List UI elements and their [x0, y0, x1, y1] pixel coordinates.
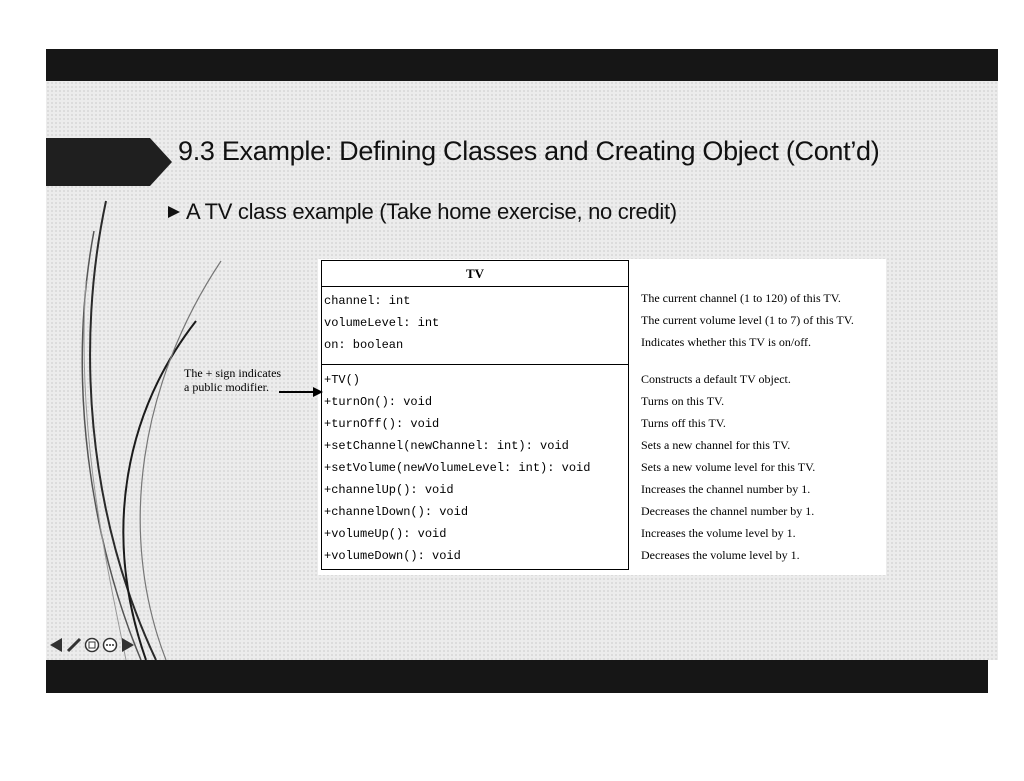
prev-arrow-icon[interactable] [48, 637, 64, 658]
attribute-descriptions [641, 287, 891, 353]
slide-menu-icon[interactable] [84, 637, 100, 658]
uml-method: +volumeDown(): void [324, 549, 461, 563]
method-description: Increases the channel number by 1. [641, 482, 811, 496]
next-arrow-icon[interactable] [120, 637, 136, 658]
uml-methods [322, 365, 628, 567]
top-black-bar [46, 49, 998, 81]
uml-attributes [322, 287, 628, 365]
uml-method: +channelUp(): void [324, 483, 454, 497]
method-description: Decreases the channel number by 1. [641, 504, 815, 518]
uml-method: +channelDown(): void [324, 505, 469, 519]
uml-attribute: volumeLevel: int [324, 316, 440, 330]
slide [46, 81, 998, 660]
attribute-description: The current volume level (1 to 7) of this TV. [641, 313, 854, 327]
bottom-black-bar [46, 660, 988, 693]
title-arrow-head [150, 138, 172, 186]
method-description: Increases the volume level by 1. [641, 526, 796, 540]
uml-class-box [321, 260, 629, 570]
bullet-text: A TV class example (Take home exercise, no credit) [186, 199, 677, 224]
more-icon[interactable] [102, 637, 118, 658]
uml-method: +setChannel(newChannel: int): void [324, 439, 569, 453]
uml-method: +turnOn(): void [324, 395, 433, 409]
note-line-2: a public modifier. [184, 380, 269, 394]
method-description: Sets a new volume level for this TV. [641, 460, 816, 474]
attribute-description: Indicates whether this TV is on/off. [641, 335, 811, 349]
attribute-description: The current channel (1 to 120) of this TV. [641, 291, 841, 305]
title-arrow-bar [46, 138, 150, 186]
note-line-1: The + sign indicates [184, 366, 282, 380]
bullet-arrow-icon [168, 206, 180, 218]
method-description: Decreases the volume level by 1. [641, 548, 800, 562]
slide-nav-toolbar [48, 637, 138, 658]
public-modifier-note [184, 366, 281, 394]
slide-title: 9.3 Example: Defining Classes and Creating Object (Cont’d) [178, 136, 880, 166]
uml-method: +setVolume(newVolumeLevel: int): void [324, 461, 591, 475]
uml-method: +volumeUp(): void [324, 527, 447, 541]
uml-method: +TV() [324, 373, 361, 387]
method-description: Turns off this TV. [641, 416, 726, 430]
bullet-item [168, 199, 677, 225]
method-descriptions [641, 368, 891, 566]
pen-icon[interactable] [66, 637, 82, 658]
uml-attribute: channel: int [324, 294, 411, 308]
uml-class-name: TV [322, 261, 628, 287]
method-description: Turns on this TV. [641, 394, 725, 408]
pointer-arrow-icon [279, 386, 323, 398]
method-description: Constructs a default TV object. [641, 372, 791, 386]
uml-attribute: on: boolean [324, 338, 404, 352]
uml-method: +turnOff(): void [324, 417, 440, 431]
method-description: Sets a new channel for this TV. [641, 438, 791, 452]
